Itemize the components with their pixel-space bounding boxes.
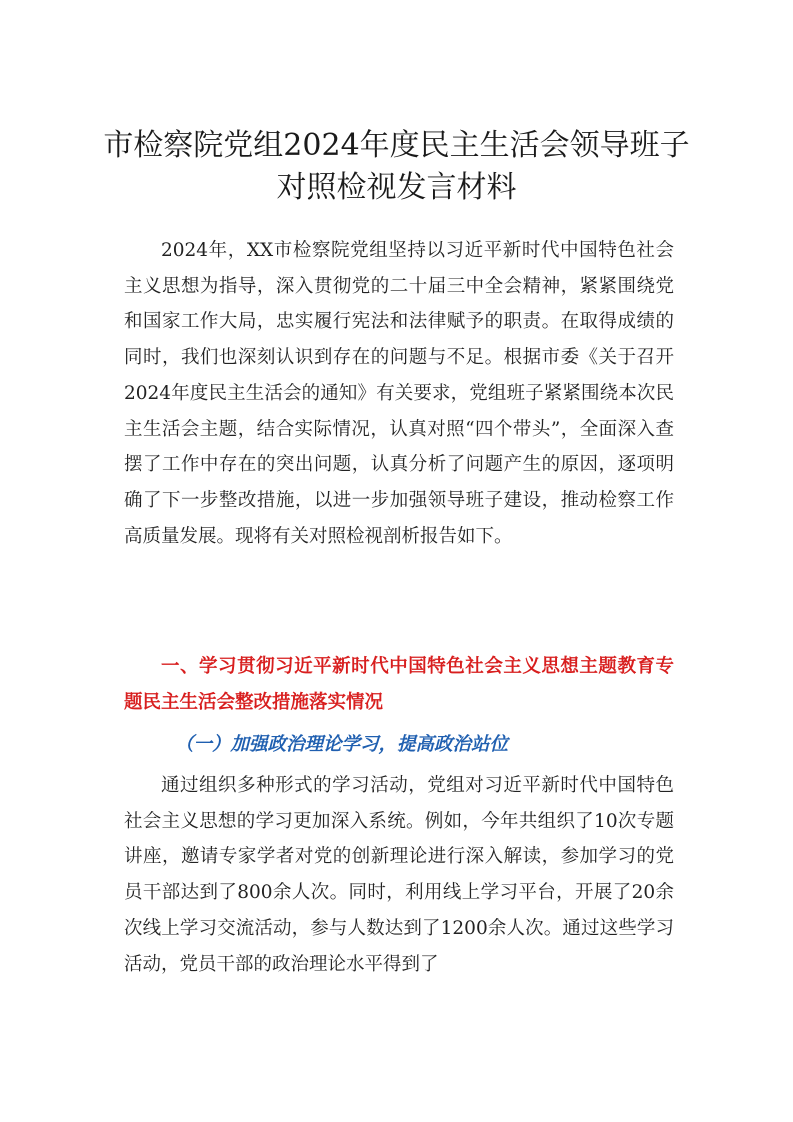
subsection-paragraph: 通过组织多种形式的学习活动，党组对习近平新时代中国特色社会主义思想的学习更加深入系统。例如，今年共组织了10次专题讲座，邀请专家学者对党的创新理论进行深入解读，参加学习的党员干部达到了800余人次。同时，利用线上学习平台，开展了20余次线上学习交流活动，参与人数达到了1200余人次。通过这些学习活动，党员干部的政治理论水平得到了 <box>124 775 674 975</box>
subsection-heading: （一）加强政治理论学习，提高政治站位 <box>175 734 509 755</box>
document-title-line1: 市检察院党组2024年度民主生活会领导班子 <box>103 128 690 163</box>
intro-paragraph: 2024年，XX市检察院党组坚持以习近平新时代中国特色社会主义思想为指导，深入贯彻党的二十届三中全会精神，紧紧围绕党和国家工作大局，忠实履行宪法和法律赋予的职责。在取得成绩的同时，我们也深刻认识到存在的问题与不足。根据市委《关于召开2024年度民主生活会的通知》有关要求，党组班子紧紧围绕本次民主生活会主题，结合实际情况，认真对照“四个带头”，全面深入查摆了工作中存在的突出问题，认真分析了问题产生的原因，逐项明确了下一步整改措施，以进一步加强领导班子建设，推动检察工作高质量发展。现将有关对照检视剖析报告如下。 <box>124 240 674 547</box>
document-title-line2: 对照检视发言材料 <box>276 170 517 205</box>
section-heading: 一、学习贯彻习近平新时代中国特色社会主义思想主题教育专题民主生活会整改措施落实情况 <box>124 656 674 713</box>
